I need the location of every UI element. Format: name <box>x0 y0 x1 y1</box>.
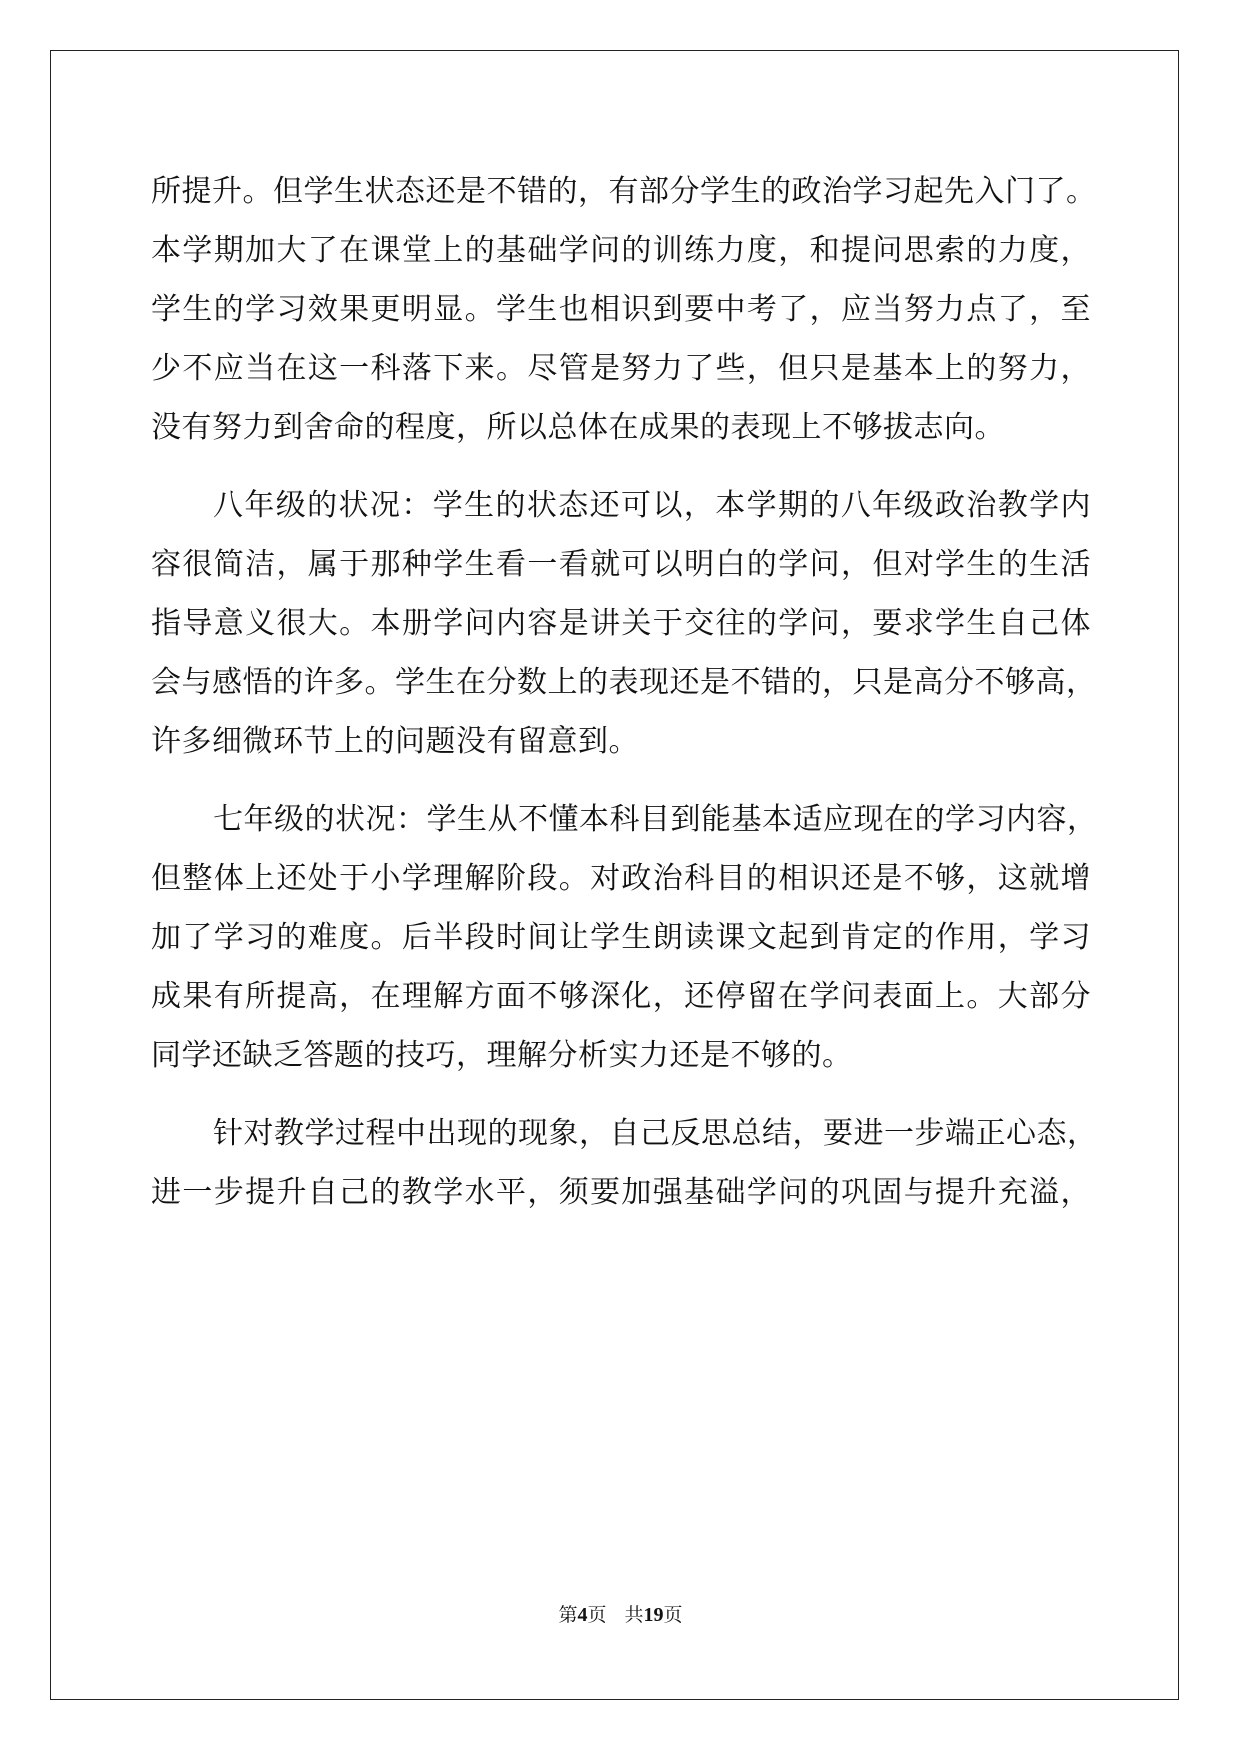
text-line: 本学期加大了在课堂上的基础学问的训练力度，和提问思索的力度， <box>151 233 1091 268</box>
text-line: 许多细微环节上的问题没有留意到。 <box>151 724 639 759</box>
footer-page-suffix: 页 <box>587 1604 607 1626</box>
paragraph-1 <box>151 162 1097 457</box>
text-line: 但整体上还处于小学理解阶段。对政治科目的相识还是不够，这就增 <box>151 861 1091 896</box>
text-line: 少不应当在这一科落下来。尽管是努力了些，但只是基本上的努力， <box>151 351 1091 386</box>
document-body <box>151 162 1098 1222</box>
footer-total-suffix: 页 <box>663 1604 683 1626</box>
footer-page-number: 4 <box>577 1604 588 1626</box>
paragraph-3 <box>151 790 1098 1085</box>
text-line: 容很简洁，属于那种学生看一看就可以明白的学问，但对学生的生活 <box>151 547 1091 582</box>
paragraph-4 <box>151 1104 1098 1222</box>
text-line: 加了学习的难度。后半段时间让学生朗读课文起到肯定的作用，学习 <box>151 920 1091 955</box>
text-line: 七年级的状况：学生从不懂本科目到能基本适应现在的学习内容， <box>213 802 1098 837</box>
text-line: 学生的学习效果更明显。学生也相识到要中考了，应当努力点了，至 <box>151 292 1091 327</box>
text-line: 所提升。但学生状态还是不错的，有部分学生的政治学习起先入门了。 <box>151 174 1097 209</box>
text-line: 指导意义很大。本册学问内容是讲关于交往的学问，要求学生自己体 <box>151 606 1091 641</box>
text-line: 成果有所提高，在理解方面不够深化，还停留在学问表面上。大部分 <box>151 979 1091 1014</box>
text-line: 针对教学过程中出现的现象，自己反思总结，要进一步端正心态， <box>213 1116 1098 1151</box>
text-line: 八年级的状况：学生的状态还可以，本学期的八年级政治教学内 <box>213 488 1091 523</box>
text-line: 进一步提升自己的教学水平，须要加强基础学问的巩固与提升充溢， <box>151 1175 1091 1210</box>
text-line: 会与感悟的许多。学生在分数上的表现还是不错的，只是高分不够高， <box>151 665 1097 700</box>
text-line: 没有努力到舍命的程度，所以总体在成果的表现上不够拔志向。 <box>151 410 1005 445</box>
footer-page-prefix: 第 <box>558 1604 578 1626</box>
text-line: 同学还缺乏答题的技巧，理解分析实力还是不够的。 <box>151 1038 853 1073</box>
footer-total-prefix: 共 <box>624 1604 644 1626</box>
paragraph-2 <box>151 476 1097 771</box>
footer-total-pages: 19 <box>643 1604 664 1626</box>
page-footer <box>0 1600 1241 1627</box>
